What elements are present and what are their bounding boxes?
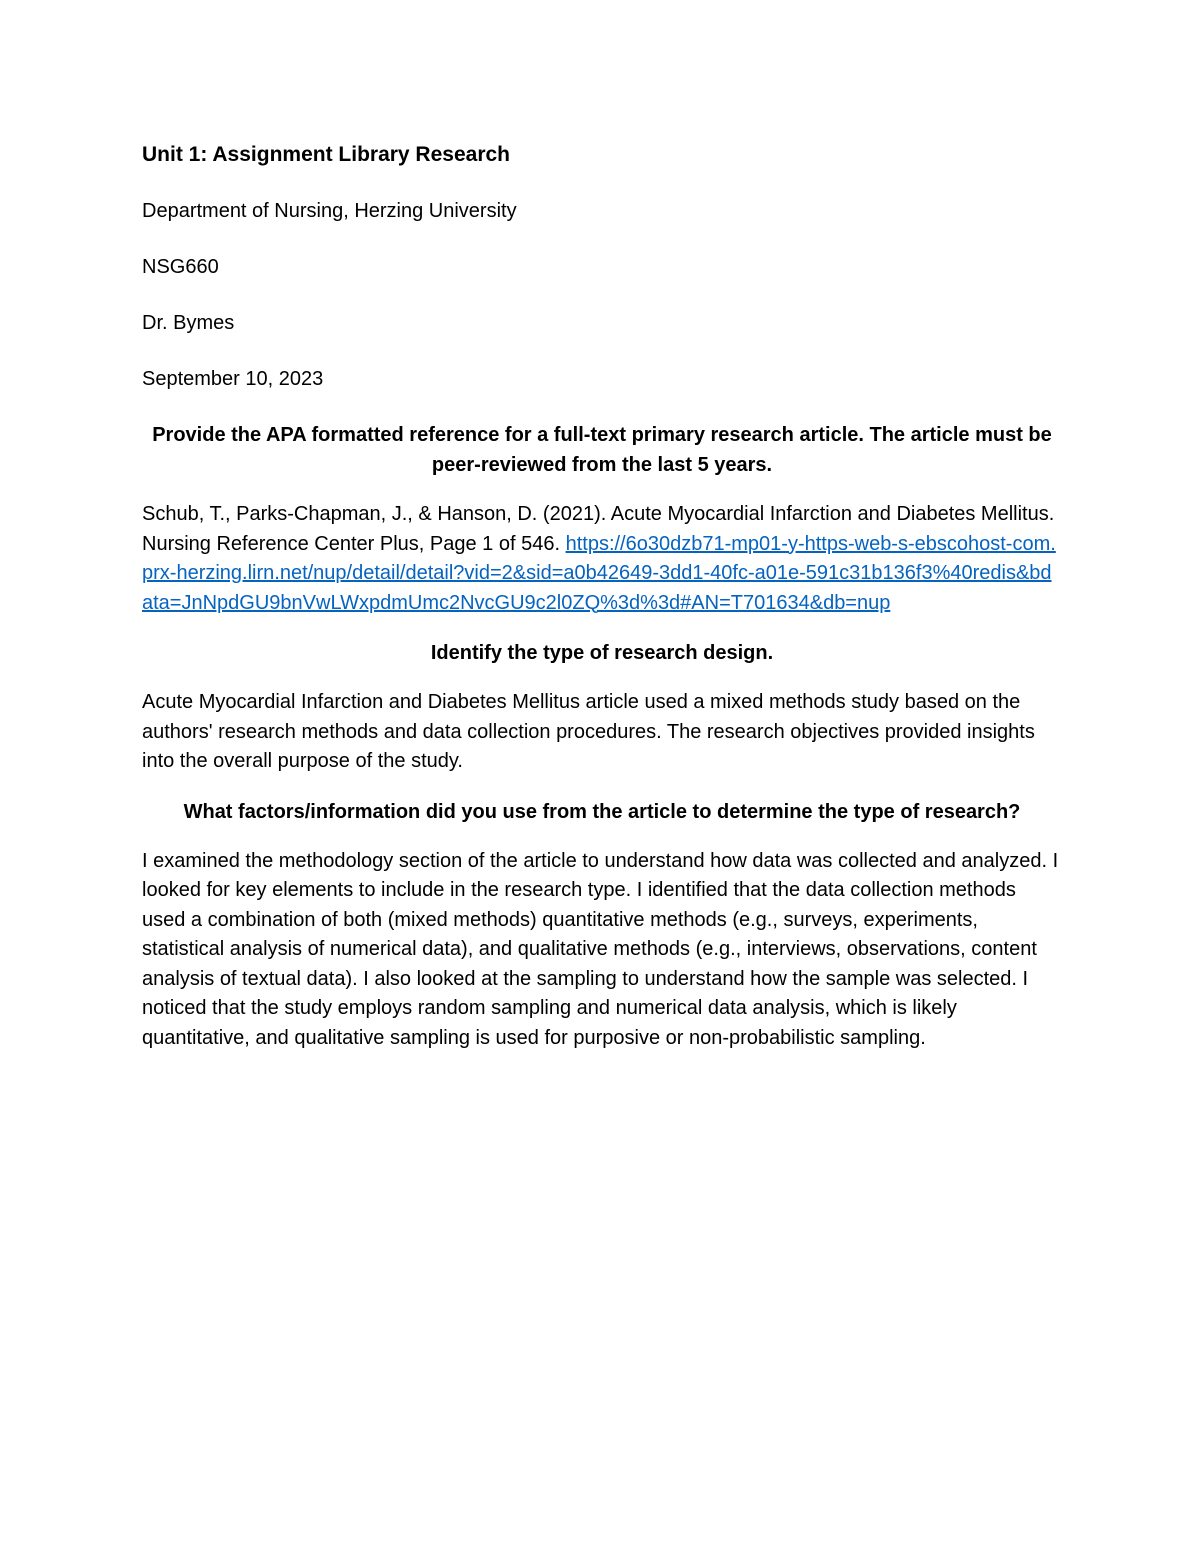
reference-link[interactable]: https://6o30dzb71-mp01-y-https-web-s-ebscohost-com.prx-herzing.lirn.net/nup/detail/detail?vid=2&sid=a0b42649-3dd1-40fc-a01e-591c31b136f3%40redis&bdata=JnNpdGU9bnVwLWxpdmUmc2NvcGU9c2l0ZQ%3d%3d#AN=T701634&db=nup [142, 532, 1056, 614]
section-heading-design: Identify the type of research design. [430, 642, 774, 664]
course-code: NSG660 [142, 256, 219, 278]
instructor-name: Dr. Bymes [142, 312, 235, 334]
reference-citation: Schub, T., Parks-Chapman, J., & Hanson, D. (2021). Acute Myocardial Infarction and Diabetes Mellitus. Nursing Reference Center Plus, Page 1 of 546. [142, 503, 1055, 555]
document-page [142, 140, 1062, 1073]
document-date: September 10, 2023 [142, 368, 324, 390]
section-heading-reference: Provide the APA formatted reference for a full-text primary research article. The article must be peer-reviewed from the last 5 years. [152, 424, 1052, 476]
section-heading-factors: What factors/information did you use from the article to determine the type of research? [183, 800, 1021, 823]
document-title: Unit 1: Assignment Library Research [142, 143, 510, 166]
department-line: Department of Nursing, Herzing University [142, 200, 517, 222]
reference-paragraph [142, 500, 1062, 618]
factors-paragraph: I examined the methodology section of the article to understand how data was collected and analyzed. I looked for key elements to include in the research type. I identified that the data collection methods used a combination of both (mixed methods) quantitative methods (e.g., surveys, experiments, statistical analysis of numerical data), and qualitative methods (e.g., interviews, observations, content analysis of textual data). I also looked at the sampling to understand how the sample was selected. I noticed that the study employs random sampling and numerical data analysis, which is likely quantitative, and qualitative sampling is used for purposive or non-probabilistic sampling. [142, 849, 1059, 1049]
design-paragraph: Acute Myocardial Infarction and Diabetes Mellitus article used a mixed methods study based on the authors' research methods and data collection procedures. The research objectives provided insights into the overall purpose of the study. [142, 691, 1035, 772]
